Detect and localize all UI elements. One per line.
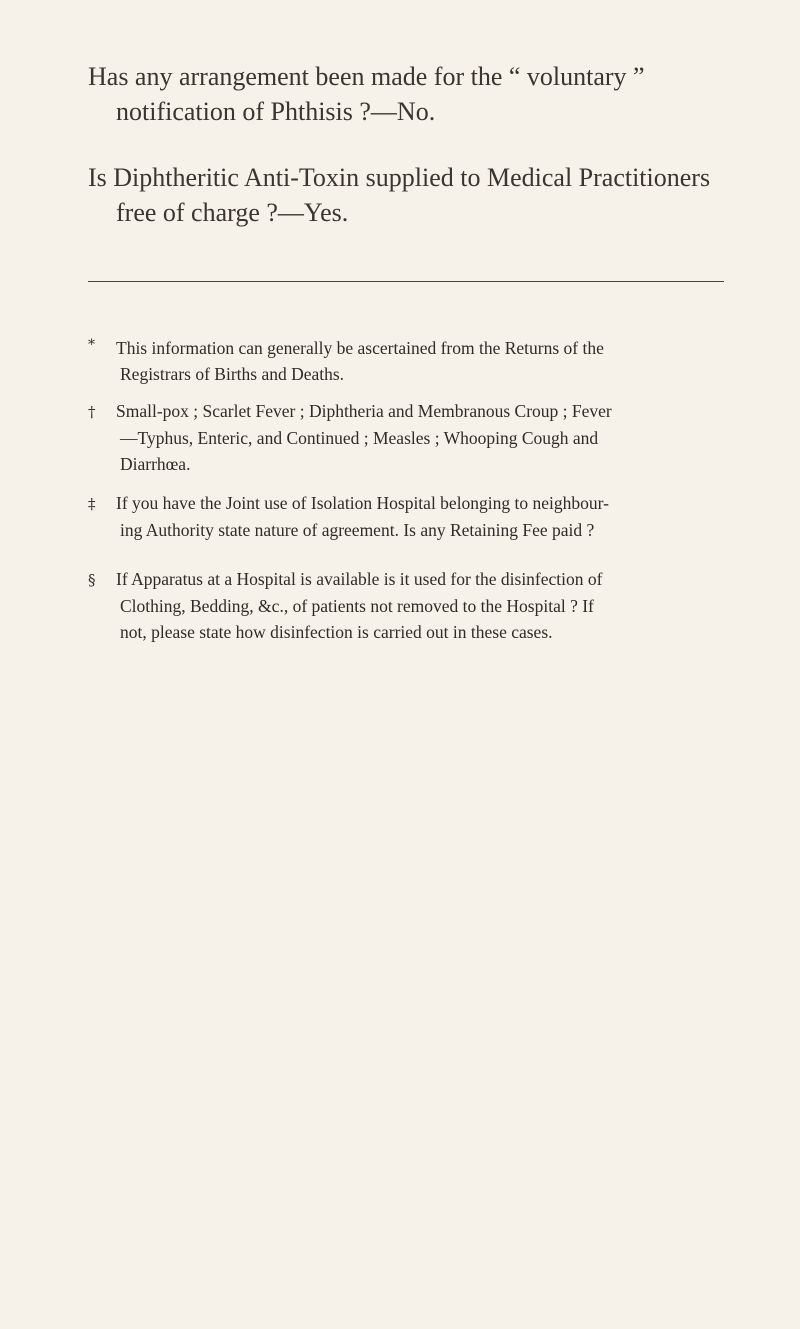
footnote-line: This information can generally be ascertained from the Returns of the bbox=[116, 338, 604, 358]
footnote-line: If you have the Joint use of Isolation Hospital belonging to neighbour- bbox=[116, 493, 609, 513]
footnote-line: —Typhus, Enteric, and Continued ; Measles ; Whooping Cough and bbox=[120, 428, 599, 448]
footnote-dagger bbox=[88, 398, 748, 477]
footnote-line: ing Authority state nature of agreement. Is any Retaining Fee paid ? bbox=[120, 520, 595, 540]
footnote-mark: ‡ bbox=[88, 495, 96, 513]
footnote-section-sign bbox=[88, 566, 748, 645]
question-line: free of charge ?—Yes. bbox=[116, 198, 349, 227]
footnote-mark: * bbox=[88, 337, 95, 353]
footnote-line: Diarrhœa. bbox=[120, 454, 191, 474]
footnote-mark: † bbox=[88, 403, 96, 421]
question-line: notification of Phthisis ?—No. bbox=[116, 97, 436, 126]
footnote-line: Small-pox ; Scarlet Fever ; Diphtheria and Membranous Croup ; Fever bbox=[116, 401, 612, 421]
footnote-mark: § bbox=[88, 571, 96, 589]
question-phthisis-notification bbox=[88, 59, 748, 129]
section-divider bbox=[88, 281, 724, 282]
question-line: Has any arrangement been made for the “ voluntary ” bbox=[88, 62, 645, 91]
footnote-double-dagger bbox=[88, 490, 748, 543]
footnote-asterisk bbox=[88, 332, 748, 387]
footnote-line: Clothing, Bedding, &c., of patients not removed to the Hospital ? If bbox=[120, 596, 594, 616]
footnote-line: Registrars of Births and Deaths. bbox=[120, 364, 345, 384]
footnote-line: not, please state how disinfection is carried out in these cases. bbox=[120, 622, 553, 642]
footnote-line: If Apparatus at a Hospital is available is it used for the disinfection of bbox=[116, 569, 603, 589]
question-line: Is Diphtheritic Anti-Toxin supplied to Medical Practitioners bbox=[88, 163, 711, 192]
question-anti-toxin bbox=[88, 160, 748, 230]
